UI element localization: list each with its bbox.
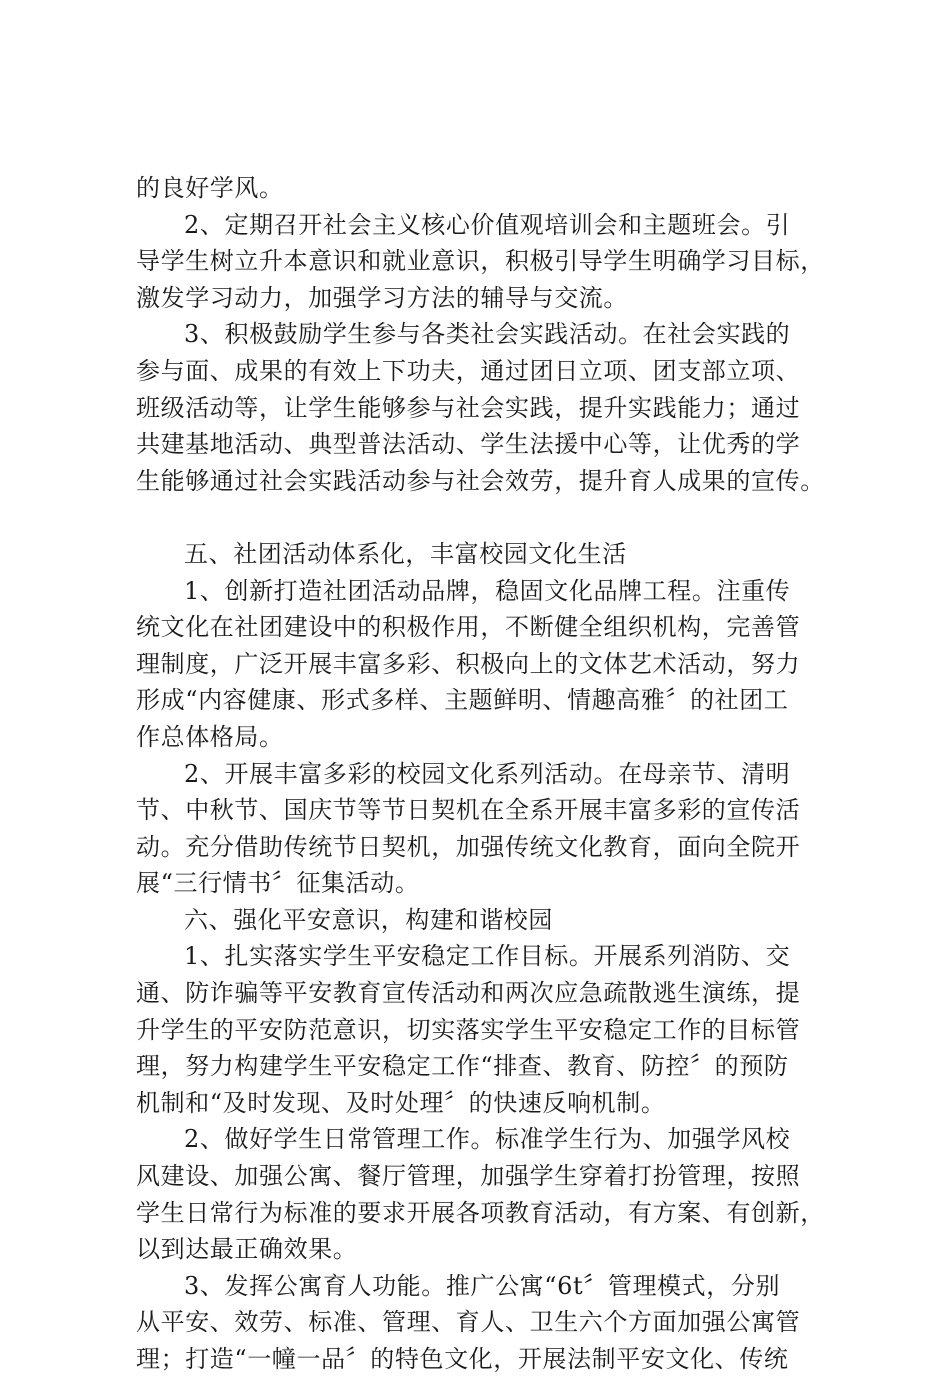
text-line: 从平安、效劳、标准、管理、育人、卫生六个方面加强公寓管 <box>136 1308 801 1337</box>
text-line: 班级活动等，让学生能够参与社会实践，提升实践能力；通过 <box>136 393 801 422</box>
text-line: 通、防诈骗等平安教育宣传活动和两次应急疏散逃生演练，提 <box>136 979 801 1008</box>
section-heading: 六、强化平安意识，构建和谐校园 <box>184 905 553 934</box>
text-line: 升学生的平安防范意识，切实落实学生平安稳定工作的目标管 <box>136 1015 801 1044</box>
text-line: 统文化在社团建设中的积极作用，不断健全组织机构，完善管 <box>136 613 801 642</box>
text-line: 1、扎实落实学生平安稳定工作目标。开展系列消防、交 <box>184 942 791 971</box>
text-line: 动。充分借助传统节日契机，加强传统文化教育，面向全院开 <box>136 832 801 861</box>
text-line: 作总体格局。 <box>136 722 284 751</box>
text-line: 导学生树立升本意识和就业意识，积极引导学生明确学习目标， <box>136 247 825 276</box>
text-line: 以到达最正确效果。 <box>136 1235 358 1264</box>
text-line: 的良好学风。 <box>136 174 284 202</box>
text-line: 理制度，广泛开展丰富多彩、积极向上的文体艺术活动，努力 <box>136 649 801 678</box>
text-line: 2、定期召开社会主义核心价值观培训会和主题班会。引 <box>184 210 791 239</box>
text-line: 节、中秋节、国庆节等节日契机在全系开展丰富多彩的宣传活 <box>136 796 801 825</box>
paragraph-gap <box>136 499 842 536</box>
text-line: 展“三行情书〞征集活动。 <box>136 869 420 898</box>
text-line: 理；打造“一幢一品〞的特色文化，开展法制平安文化、传统 <box>136 1345 789 1373</box>
text-line: 生能够通过社会实践活动参与社会效劳，提升育人成果的宣传。 <box>136 466 825 495</box>
section-heading: 五、社团活动体系化，丰富校园文化生活 <box>184 539 627 568</box>
text-line: 形成“内容健康、形式多样、主题鲜明、情趣高雅〞的社团工 <box>136 686 789 715</box>
text-line: 共建基地活动、典型普法活动、学生法援中心等，让优秀的学 <box>136 430 801 459</box>
text-line: 2、开展丰富多彩的校园文化系列活动。在母亲节、清明 <box>184 759 791 788</box>
text-line: 风建设、加强公寓、餐厅管理，加强学生穿着打扮管理，按照 <box>136 1162 801 1191</box>
text-line: 学生日常行为标准的要求开展各项教育活动，有方案、有创新， <box>136 1198 825 1227</box>
text-line: 2、做好学生日常管理工作。标准学生行为、加强学风校 <box>184 1125 791 1154</box>
document-body <box>136 170 842 1378</box>
text-line: 机制和“及时发现、及时处理〞的快速反响机制。 <box>136 1088 666 1117</box>
text-line: 1、创新打造社团活动品牌，稳固文化品牌工程。注重传 <box>184 576 791 605</box>
text-line: 理，努力构建学生平安稳定工作“排查、教育、防控〞的预防 <box>136 1052 789 1081</box>
text-line: 参与面、成果的有效上下功夫，通过团日立项、团支部立项、 <box>136 356 801 385</box>
text-line: 3、积极鼓励学生参与各类社会实践活动。在社会实践的 <box>184 320 791 349</box>
text-line: 3、发挥公寓育人功能。推广公寓“6t〞管理模式，分别 <box>184 1271 781 1300</box>
text-line: 激发学习动力，加强学习方法的辅导与交流。 <box>136 283 628 312</box>
